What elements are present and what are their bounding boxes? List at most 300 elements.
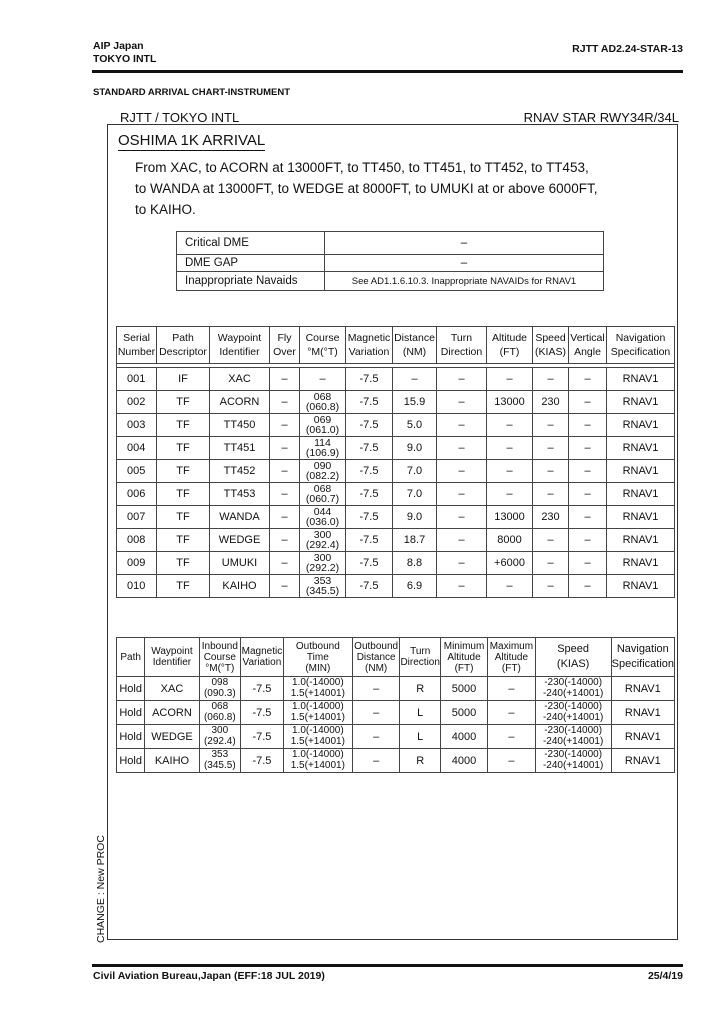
column-header-line: Inbound [201, 640, 238, 652]
waypoint-cell: – [437, 529, 487, 552]
column-header-line: Time [306, 651, 329, 663]
waypoint-cell: – [487, 575, 533, 598]
waypoint-cell [300, 552, 346, 575]
waypoint-cell: 004 [117, 437, 157, 460]
holding-cell [535, 749, 611, 773]
waypoint-cell: 8000 [487, 529, 533, 552]
course-true: (292.2) [305, 562, 340, 574]
holding-table-header [117, 638, 675, 677]
waypoint-cell: – [437, 414, 487, 437]
column-header-line: °M(°T) [205, 662, 235, 674]
hold-speed: -240(+14001) [542, 759, 604, 771]
holding-cell: KAIHO [145, 749, 199, 773]
holding-cell [283, 701, 352, 725]
waypoint-cell: – [533, 368, 569, 391]
holding-cell [535, 701, 611, 725]
waypoint-cell: UMUKI [210, 552, 270, 575]
column-header-line: Vertical [570, 332, 605, 344]
column-header-line: Path [120, 651, 141, 663]
waypoint-cell: -7.5 [346, 437, 393, 460]
waypoint-cell: – [533, 437, 569, 460]
waypoint-cell: – [270, 575, 300, 598]
course-magnetic: 090 [313, 460, 332, 472]
waypoint-cell: 5.0 [393, 414, 437, 437]
column-header-line: Fly [277, 332, 292, 344]
holding-cell [199, 701, 240, 725]
column-header-line: (FT) [454, 662, 474, 674]
column-header [437, 327, 487, 364]
column-header-line: Identifier [152, 657, 192, 668]
waypoint-cell: 002 [117, 391, 157, 414]
waypoint-cell: – [437, 391, 487, 414]
chart-type-label: STANDARD ARRIVAL CHART-INSTRUMENT [93, 87, 291, 98]
waypoint-cell: RNAV1 [607, 552, 675, 575]
waypoint-cell: 7.0 [393, 483, 437, 506]
hold-speed: -230(-14000) [544, 725, 603, 736]
course-magnetic: 300 [313, 529, 332, 541]
holding-cell: 4000 [440, 749, 487, 773]
waypoint-cell: – [533, 529, 569, 552]
waypoint-cell [300, 414, 346, 437]
waypoint-cell: – [569, 437, 607, 460]
column-header [352, 638, 400, 677]
waypoint-cell: -7.5 [346, 391, 393, 414]
waypoint-cell: 003 [117, 414, 157, 437]
column-header-line: Waypoint [217, 332, 262, 344]
column-header-line: Magnetic [241, 646, 283, 657]
waypoint-cell: – [533, 483, 569, 506]
info-row [177, 232, 604, 255]
waypoint-cell: TF [157, 460, 210, 483]
holding-cell: – [352, 677, 400, 701]
column-header [487, 327, 533, 364]
column-header-line: Altitude [494, 651, 529, 663]
course-true: (060.7) [305, 493, 340, 505]
waypoint-cell: RNAV1 [607, 391, 675, 414]
waypoint-cell: TF [157, 414, 210, 437]
waypoint-cell: WANDA [210, 506, 270, 529]
waypoint-cell: – [487, 460, 533, 483]
course-true: (060.8) [305, 401, 340, 413]
waypoint-cell: – [533, 575, 569, 598]
waypoint-cell: 008 [117, 529, 157, 552]
column-header-line: Direction [400, 657, 440, 668]
waypoint-cell: – [437, 506, 487, 529]
course-magnetic: 044 [313, 506, 332, 518]
column-header-line: Variation [348, 346, 390, 358]
waypoint-cell [300, 575, 346, 598]
column-header-line: (FT) [501, 662, 521, 674]
outbound-time: 1.0(-14000) [291, 677, 344, 688]
waypoint-cell: – [270, 437, 300, 460]
waypoint-cell: 8.8 [393, 552, 437, 575]
hold-speed: -230(-14000) [544, 677, 603, 688]
waypoint-cell: TF [157, 483, 210, 506]
waypoint-cell: – [393, 368, 437, 391]
column-header [210, 327, 270, 364]
column-header [157, 327, 210, 364]
holding-cell: ACORN [145, 701, 199, 725]
holding-cell: Hold [117, 725, 145, 749]
column-header-line: Direction [440, 346, 483, 358]
column-header [393, 327, 437, 364]
info-value: – [325, 232, 604, 255]
holding-cell: – [488, 749, 536, 773]
holding-cell: – [488, 701, 536, 725]
holding-row [117, 701, 675, 725]
description-line: From XAC, to ACORN at 13000FT, to TT450, to TT451, to TT452, to TT453, [135, 160, 589, 175]
holding-cell: -7.5 [241, 677, 284, 701]
waypoint-cell: – [569, 529, 607, 552]
waypoint-cell: RNAV1 [607, 368, 675, 391]
holding-cell: XAC [145, 677, 199, 701]
column-header-line: Turn [410, 646, 431, 657]
waypoint-cell: – [533, 414, 569, 437]
waypoint-cell: RNAV1 [607, 506, 675, 529]
waypoint-cell: – [487, 414, 533, 437]
waypoint-cell: RNAV1 [607, 414, 675, 437]
waypoint-cell: 13000 [487, 391, 533, 414]
outbound-time: 1.5(+14001) [290, 687, 345, 699]
footer-publisher: Civil Aviation Bureau,Japan (EFF:18 JUL 2019) [93, 970, 325, 982]
course-magnetic: 069 [313, 414, 332, 426]
column-header [611, 638, 674, 677]
holding-cell: – [488, 725, 536, 749]
waypoint-cell: TT452 [210, 460, 270, 483]
waypoint-cell: – [437, 483, 487, 506]
column-header-line: Navigation [615, 332, 666, 344]
column-header-line: Number [117, 346, 156, 358]
column-header [400, 638, 440, 677]
column-header-line: Speed [535, 332, 566, 344]
waypoint-cell: TT451 [210, 437, 270, 460]
waypoint-cell: 13000 [487, 506, 533, 529]
info-row [177, 255, 604, 272]
column-header-line: Minimum [443, 640, 485, 652]
column-header [346, 327, 393, 364]
course-true: (090.3) [203, 687, 236, 699]
outbound-time: 1.5(+14001) [290, 735, 345, 747]
holding-cell [283, 677, 352, 701]
holding-row [117, 749, 675, 773]
waypoint-cell: – [569, 391, 607, 414]
waypoint-cell: WEDGE [210, 529, 270, 552]
waypoint-cell: – [437, 575, 487, 598]
course-magnetic: 068 [313, 483, 332, 495]
hold-speed: -240(+14001) [542, 687, 604, 699]
waypoint-cell: RNAV1 [607, 460, 675, 483]
holding-cell: RNAV1 [611, 677, 674, 701]
waypoint-cell: – [270, 460, 300, 483]
hold-speed: -240(+14001) [542, 735, 604, 747]
column-header [488, 638, 536, 677]
column-header [283, 638, 352, 677]
waypoint-cell: 230 [533, 391, 569, 414]
column-header-line: Altitude [447, 651, 481, 663]
column-header-line: Descriptor [159, 346, 207, 358]
description-line: to KAIHO. [135, 202, 196, 217]
outbound-time: 1.0(-14000) [291, 701, 344, 712]
course-magnetic: 068 [313, 391, 332, 403]
change-note: CHANGE : New PROC [95, 835, 107, 943]
waypoint-cell: 7.0 [393, 460, 437, 483]
waypoint-cell [300, 483, 346, 506]
column-header [241, 638, 284, 677]
holding-cell: 4000 [440, 725, 487, 749]
holding-table [116, 637, 675, 773]
waypoint-cell: 15.9 [393, 391, 437, 414]
holding-cell [535, 677, 611, 701]
outbound-time: 1.5(+14001) [290, 711, 345, 723]
course-magnetic: 098 [211, 677, 229, 688]
waypoint-cell: – [487, 483, 533, 506]
waypoint-cell: – [569, 460, 607, 483]
waypoint-cell [300, 506, 346, 529]
holding-row [117, 725, 675, 749]
waypoint-cell: -7.5 [346, 529, 393, 552]
waypoint-cell: – [270, 552, 300, 575]
waypoint-cell: 001 [117, 368, 157, 391]
holding-cell: RNAV1 [611, 701, 674, 725]
column-header [607, 327, 675, 364]
course-magnetic: 068 [211, 701, 229, 712]
waypoint-cell: TF [157, 437, 210, 460]
column-header-line: Identifier [219, 346, 260, 358]
column-header-line: (NM) [402, 346, 427, 358]
course-true: (345.5) [305, 585, 340, 597]
holding-cell: – [488, 677, 536, 701]
outbound-time: 1.0(-14000) [291, 725, 344, 736]
waypoint-cell: -7.5 [346, 460, 393, 483]
waypoint-cell: – [569, 506, 607, 529]
column-header-line: (FT) [499, 346, 520, 358]
waypoint-cell: – [437, 437, 487, 460]
waypoint-cell: TF [157, 552, 210, 575]
waypoint-table-header [117, 327, 675, 364]
waypoint-cell: 6.9 [393, 575, 437, 598]
column-header-line: Outbound [354, 640, 399, 652]
waypoint-cell [300, 391, 346, 414]
holding-cell: RNAV1 [611, 725, 674, 749]
column-header-line: Navigation [616, 643, 669, 655]
footer-rule [92, 964, 683, 967]
waypoint-cell: – [487, 437, 533, 460]
course-magnetic: 300 [313, 552, 332, 564]
hold-speed: -240(+14001) [542, 711, 604, 723]
column-header [533, 327, 569, 364]
course-true: (345.5) [203, 759, 236, 771]
waypoint-cell: 005 [117, 460, 157, 483]
waypoint-cell: – [569, 414, 607, 437]
waypoint-cell: ACORN [210, 391, 270, 414]
column-header [300, 327, 346, 364]
column-header-line: Course [305, 332, 340, 344]
column-header [145, 638, 199, 677]
holding-cell [199, 749, 240, 773]
column-header-line: Specification [610, 346, 671, 358]
course-true: (082.2) [305, 470, 340, 482]
info-label: DME GAP [177, 255, 325, 272]
hold-speed: -230(-14000) [544, 749, 603, 760]
column-header-line: Path [172, 332, 194, 344]
waypoint-cell: – [270, 414, 300, 437]
waypoint-cell: 9.0 [393, 437, 437, 460]
holding-cell: -7.5 [241, 701, 284, 725]
aip-org-label: AIP Japan [93, 40, 144, 52]
column-header-line: Waypoint [151, 646, 193, 657]
holding-cell: – [352, 749, 400, 773]
waypoint-cell: TF [157, 575, 210, 598]
column-header-line: (MIN) [305, 662, 331, 674]
waypoint-cell: 010 [117, 575, 157, 598]
column-header [569, 327, 607, 364]
waypoint-cell: -7.5 [346, 483, 393, 506]
outbound-time: 1.0(-14000) [291, 749, 344, 760]
holding-cell [283, 725, 352, 749]
holding-cell: – [352, 725, 400, 749]
waypoint-cell: – [270, 483, 300, 506]
procedure-type: RNAV STAR RWY34R/34L [523, 110, 679, 125]
holding-cell: 5000 [440, 701, 487, 725]
airport-ident: RJTT / TOKYO INTL [120, 110, 240, 125]
holding-cell [283, 749, 352, 773]
waypoint-cell: – [569, 575, 607, 598]
waypoint-row [117, 506, 675, 529]
column-header-line: Magnetic [347, 332, 391, 344]
column-header-line: °M(°T) [307, 346, 338, 358]
holding-cell: L [400, 725, 440, 749]
waypoint-cell: 9.0 [393, 506, 437, 529]
column-header-line: Specification [611, 658, 674, 670]
waypoint-cell: -7.5 [346, 552, 393, 575]
column-header-line: Outbound [295, 640, 340, 652]
column-header-line: Distance [356, 651, 396, 663]
info-row [177, 272, 604, 291]
column-header-line: Turn [450, 332, 473, 344]
column-header-line: (KIAS) [556, 658, 590, 670]
waypoint-cell [300, 460, 346, 483]
column-header [270, 327, 300, 364]
waypoint-row [117, 552, 675, 575]
column-header-line: Variation [242, 657, 282, 668]
course-true: (106.9) [305, 447, 340, 459]
waypoint-cell: RNAV1 [607, 483, 675, 506]
holding-cell [199, 677, 240, 701]
waypoint-cell: TF [157, 506, 210, 529]
course-magnetic: 300 [211, 725, 229, 736]
waypoint-cell: 006 [117, 483, 157, 506]
info-label: Inappropriate Navaids [177, 272, 325, 291]
holding-cell: R [400, 677, 440, 701]
waypoint-cell: – [533, 552, 569, 575]
holding-cell: L [400, 701, 440, 725]
waypoint-cell: 007 [117, 506, 157, 529]
waypoint-cell: RNAV1 [607, 437, 675, 460]
course-magnetic: 353 [211, 749, 229, 760]
document-id: RJTT AD2.24-STAR-13 [572, 43, 683, 55]
waypoint-row [117, 460, 675, 483]
waypoint-table [116, 326, 675, 598]
holding-cell: R [400, 749, 440, 773]
waypoint-cell: – [437, 368, 487, 391]
waypoint-cell: – [270, 391, 300, 414]
waypoint-cell: TT453 [210, 483, 270, 506]
waypoint-row [117, 368, 675, 391]
waypoint-cell: 18.7 [393, 529, 437, 552]
column-header-line: Speed [557, 643, 590, 655]
holding-cell: Hold [117, 677, 145, 701]
holding-cell [535, 725, 611, 749]
waypoint-cell: – [270, 368, 300, 391]
procedure-name: OSHIMA 1K ARRIVAL [118, 132, 266, 149]
waypoint-cell: – [569, 368, 607, 391]
waypoint-cell: 009 [117, 552, 157, 575]
column-header [440, 638, 487, 677]
waypoint-cell: TF [157, 529, 210, 552]
holding-cell: RNAV1 [611, 749, 674, 773]
course-true: (036.0) [305, 516, 340, 528]
procedure-description [135, 157, 597, 220]
holding-cell: WEDGE [145, 725, 199, 749]
waypoint-row [117, 529, 675, 552]
airport-label: TOKYO INTL [93, 53, 157, 65]
waypoint-cell: – [270, 529, 300, 552]
waypoint-cell: -7.5 [346, 414, 393, 437]
waypoint-cell: RNAV1 [607, 529, 675, 552]
column-header-line: Distance [394, 332, 435, 344]
waypoint-cell: – [569, 552, 607, 575]
waypoint-row [117, 437, 675, 460]
waypoint-cell: KAIHO [210, 575, 270, 598]
waypoint-cell: IF [157, 368, 210, 391]
holding-cell [199, 725, 240, 749]
column-header-line: Course [203, 651, 236, 663]
holding-row [117, 677, 675, 701]
waypoint-cell: – [437, 460, 487, 483]
info-value: See AD1.1.6.10.3. Inappropriate NAVAIDs for RNAV1 [325, 272, 604, 291]
column-header-line: Altitude [491, 332, 528, 344]
holding-cell: -7.5 [241, 749, 284, 773]
header-rule [92, 70, 683, 73]
waypoint-cell: XAC [210, 368, 270, 391]
waypoint-cell: -7.5 [346, 506, 393, 529]
waypoint-cell: – [270, 506, 300, 529]
waypoint-cell: – [437, 552, 487, 575]
hold-speed: -230(-14000) [544, 701, 603, 712]
waypoint-row [117, 391, 675, 414]
waypoint-cell: TT450 [210, 414, 270, 437]
waypoint-cell: – [300, 368, 346, 391]
column-header-line: Over [273, 346, 296, 358]
waypoint-cell: RNAV1 [607, 575, 675, 598]
description-line: to WANDA at 13000FT, to WEDGE at 8000FT, to UMUKI at or above 6000FT, [135, 181, 598, 196]
column-header-line: Angle [574, 346, 601, 358]
waypoint-cell: – [569, 483, 607, 506]
holding-cell: 5000 [440, 677, 487, 701]
course-true: (061.0) [305, 424, 340, 436]
column-header [535, 638, 611, 677]
waypoint-cell: – [533, 460, 569, 483]
course-magnetic: 353 [313, 575, 332, 587]
outbound-time: 1.5(+14001) [290, 759, 345, 771]
course-true: (060.8) [203, 711, 236, 723]
info-label: Critical DME [177, 232, 325, 255]
waypoint-cell [300, 437, 346, 460]
waypoint-row [117, 414, 675, 437]
holding-cell: – [352, 701, 400, 725]
info-value: – [325, 255, 604, 272]
waypoint-row [117, 483, 675, 506]
